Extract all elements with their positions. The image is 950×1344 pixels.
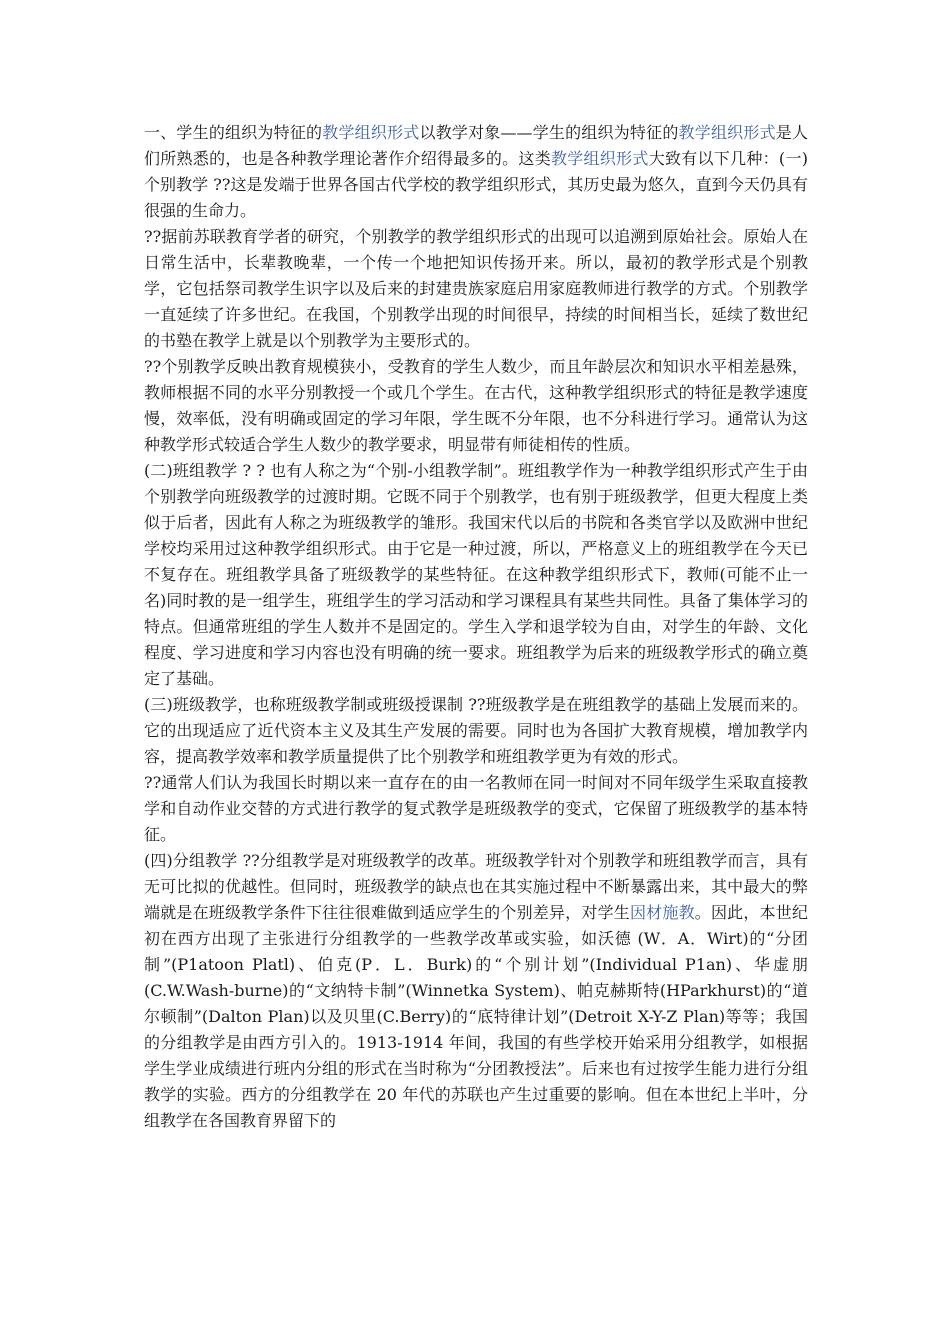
paragraph-text: 大致有以下几种：(一)个别教学 ??这是发端于世界各国古代学校的教学组织形式，其历史最为悠久，直到今天仍具有很强的生命力。 [144, 149, 808, 220]
keyword-link[interactable]: 教学组织形式 [322, 123, 420, 142]
paragraph-text: ??个别教学反映出教育规模狭小，受教育的学生人数少，而且年龄层次和知识水平相差悬殊，教师根据不同的水平分别教授一个或几个学生。在古代，这种教学组织形式的特征是教学速度慢，效率低，没有明确或固定的学习年限，学生既不分年限，也不分科进行学习。通常认为这种教学形式较适合学生人数少的教学要求，明显带有师徒相传的性质。 [144, 357, 808, 454]
paragraph-text: ??据前苏联教育学者的研究，个别教学的教学组织形式的出现可以追溯到原始社会。原始人在日常生活中，长辈教晚辈，一个传一个地把知识传扬开来。所以，最初的教学形式是个别教学，它包括祭司教学生识字以及后来的封建贵族家庭启用家庭教师进行教学的方式。个别教学一直延续了许多世纪。在我国，个别教学出现的时间很早，持续的时间相当长，延续了数世纪的书塾在教学上就是以个别教学为主要形式的。 [144, 227, 808, 350]
paragraph [144, 354, 808, 458]
paragraph-text: 是人们所熟悉的，也是各种教学理论著作介绍得最多的。这类 [144, 123, 808, 168]
paragraph-text: 以教学对象——学生的组织为特征的 [419, 123, 679, 142]
paragraph [144, 224, 808, 354]
paragraph-text: (四)分组教学 ??分组教学是对班级教学的改革。班级教学针对个别教学和班组教学而言，具有无可比拟的优越性。但同时，班级教学的缺点也在其实施过程中不断暴露出来，其中最大的弊端就是在班级教学条件下往往很难做到适应学生的个别差异，对学生 [144, 851, 808, 922]
paragraph [144, 770, 808, 848]
paragraph [144, 692, 808, 770]
paragraph-text: 一、学生的组织为特征的 [144, 123, 323, 142]
document-page [144, 120, 808, 1134]
keyword-link[interactable]: 教学组织形式 [678, 123, 776, 142]
paragraph [144, 120, 808, 224]
paragraph-text: (二)班组教学 ? ? 也有人称之为“个别-小组教学制”。班组教学作为一种教学组织形式产生于由个别教学向班级教学的过渡时期。它既不同于个别教学，也有别于班级教学，但更大程度上类似于后者，因此有人称之为班级教学的雏形。我国宋代以后的书院和各类官学以及欧洲中世纪学校均采用过这种教学组织形式。由于它是一种过渡，所以，严格意义上的班组教学在今天已不复存在。班组教学具备了班级教学的某些特征。在这种教学组织形式下，教师(可能不止一名)同时教的是一组学生，班组学生的学习活动和学习课程具有某些共同性。具备了集体学习的特点。但通常班组的学生人数并不是固定的。学生入学和退学较为自由，对学生的年龄、文化程度、学习进度和学习内容也没有明确的统一要求。班组教学为后来的班级教学形式的确立奠定了基础。 [144, 461, 808, 688]
paragraph [144, 848, 808, 1134]
paragraph [144, 458, 808, 692]
paragraph-text: ??通常人们认为我国长时期以来一直存在的由一名教师在同一时间对不同年级学生采取直接教学和自动作业交替的方式进行教学的复式教学是班级教学的变式，它保留了班级教学的基本特征。 [144, 773, 808, 844]
keyword-link[interactable]: 因材施教 [629, 903, 695, 922]
keyword-link[interactable]: 教学组织形式 [551, 149, 649, 168]
paragraph-text: (三)班级教学，也称班级教学制或班级授课制 ??班级教学是在班组教学的基础上发展而来的。它的出现适应了近代资本主义及其生产发展的需要。同时也为各国扩大教育规模，增加教学内容，提高教学效率和教学质量提供了比个别教学和班组教学更为有效的形式。 [144, 695, 808, 766]
paragraph-text: 。因此，本世纪初在西方出现了主张进行分组教学的一些教学改革或实验，如沃德 (W．A．Wirt)的“分团制”(P1atoon Platl)、伯克(P．L．Burk)的“个别计划”(Individual P1an)、华虚朋(C.W.Wash-burne)的“文纳特卡制”(Winnetka System)、帕克赫斯特(HParkhurst)的“道尔顿制”(Dalton Plan)以及贝里(C.Berry)的“底特律计划”(Detroit X-Y-Z Plan)等等；我国的分组教学是由西方引入的。1913-1914 年间，我国的有些学校开始采用分组教学，如根据学生学业成绩进行班内分组的形式在当时称为“分团教授法”。后来也有过按学生能力进行分组教学的实验。西方的分组教学在 20 年代的苏联也产生过重要的影响。但在本世纪上半叶，分组教学在各国教育界留下的 [144, 903, 808, 1130]
